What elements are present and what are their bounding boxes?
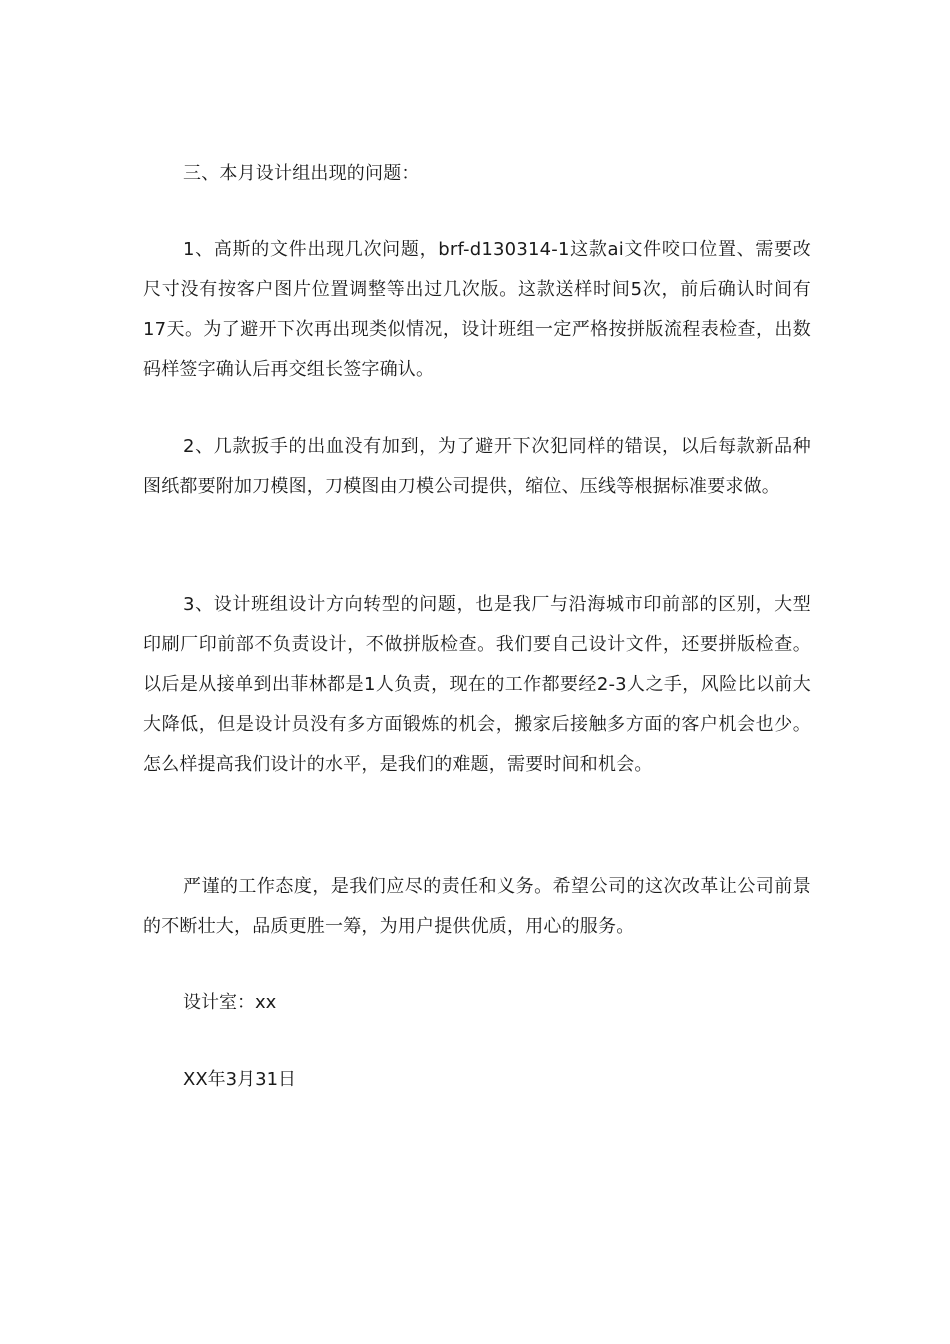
paragraph-issue-1: 1、高斯的文件出现几次问题，brf-d130314-1这款ai文件咬口位置、需要改尺寸没有按客户图片位置调整等出过几次版。这款送样时间5次，前后确认时间有17天。为了避开下次再出现类似情况，设计班组一定严格按拼版流程表检查，出数码样签字确认后再交组长签字确认。 <box>143 239 811 380</box>
section-heading: 三、本月设计组出现的问题： <box>183 163 420 184</box>
paragraph-closing: 严谨的工作态度，是我们应尽的责任和义务。希望公司的这次改革让公司前景的不断壮大，品质更胜一筹，为用户提供优质，用心的服务。 <box>143 876 811 937</box>
signature-line: 设计室：xx <box>183 992 277 1013</box>
paragraph-issue-2: 2、几款扳手的出血没有加到，为了避开下次犯同样的错误，以后每款新品种图纸都要附加刀模图，刀模图由刀模公司提供，缩位、压线等根据标准要求做。 <box>143 436 811 497</box>
paragraph-issue-3: 3、设计班组设计方向转型的问题，也是我厂与沿海城市印前部的区别，大型印刷厂印前部不负责设计，不做拼版检查。我们要自己设计文件，还要拼版检查。以后是从接单到出菲林都是1人负责，现在的工作都要经2-3人之手，风险比以前大大降低，但是设计员没有多方面锻炼的机会，搬家后接触多方面的客户机会也少。怎么样提高我们设计的水平，是我们的难题，需要时间和机会。 <box>143 594 811 775</box>
date-line: XX年3月31日 <box>183 1069 297 1090</box>
